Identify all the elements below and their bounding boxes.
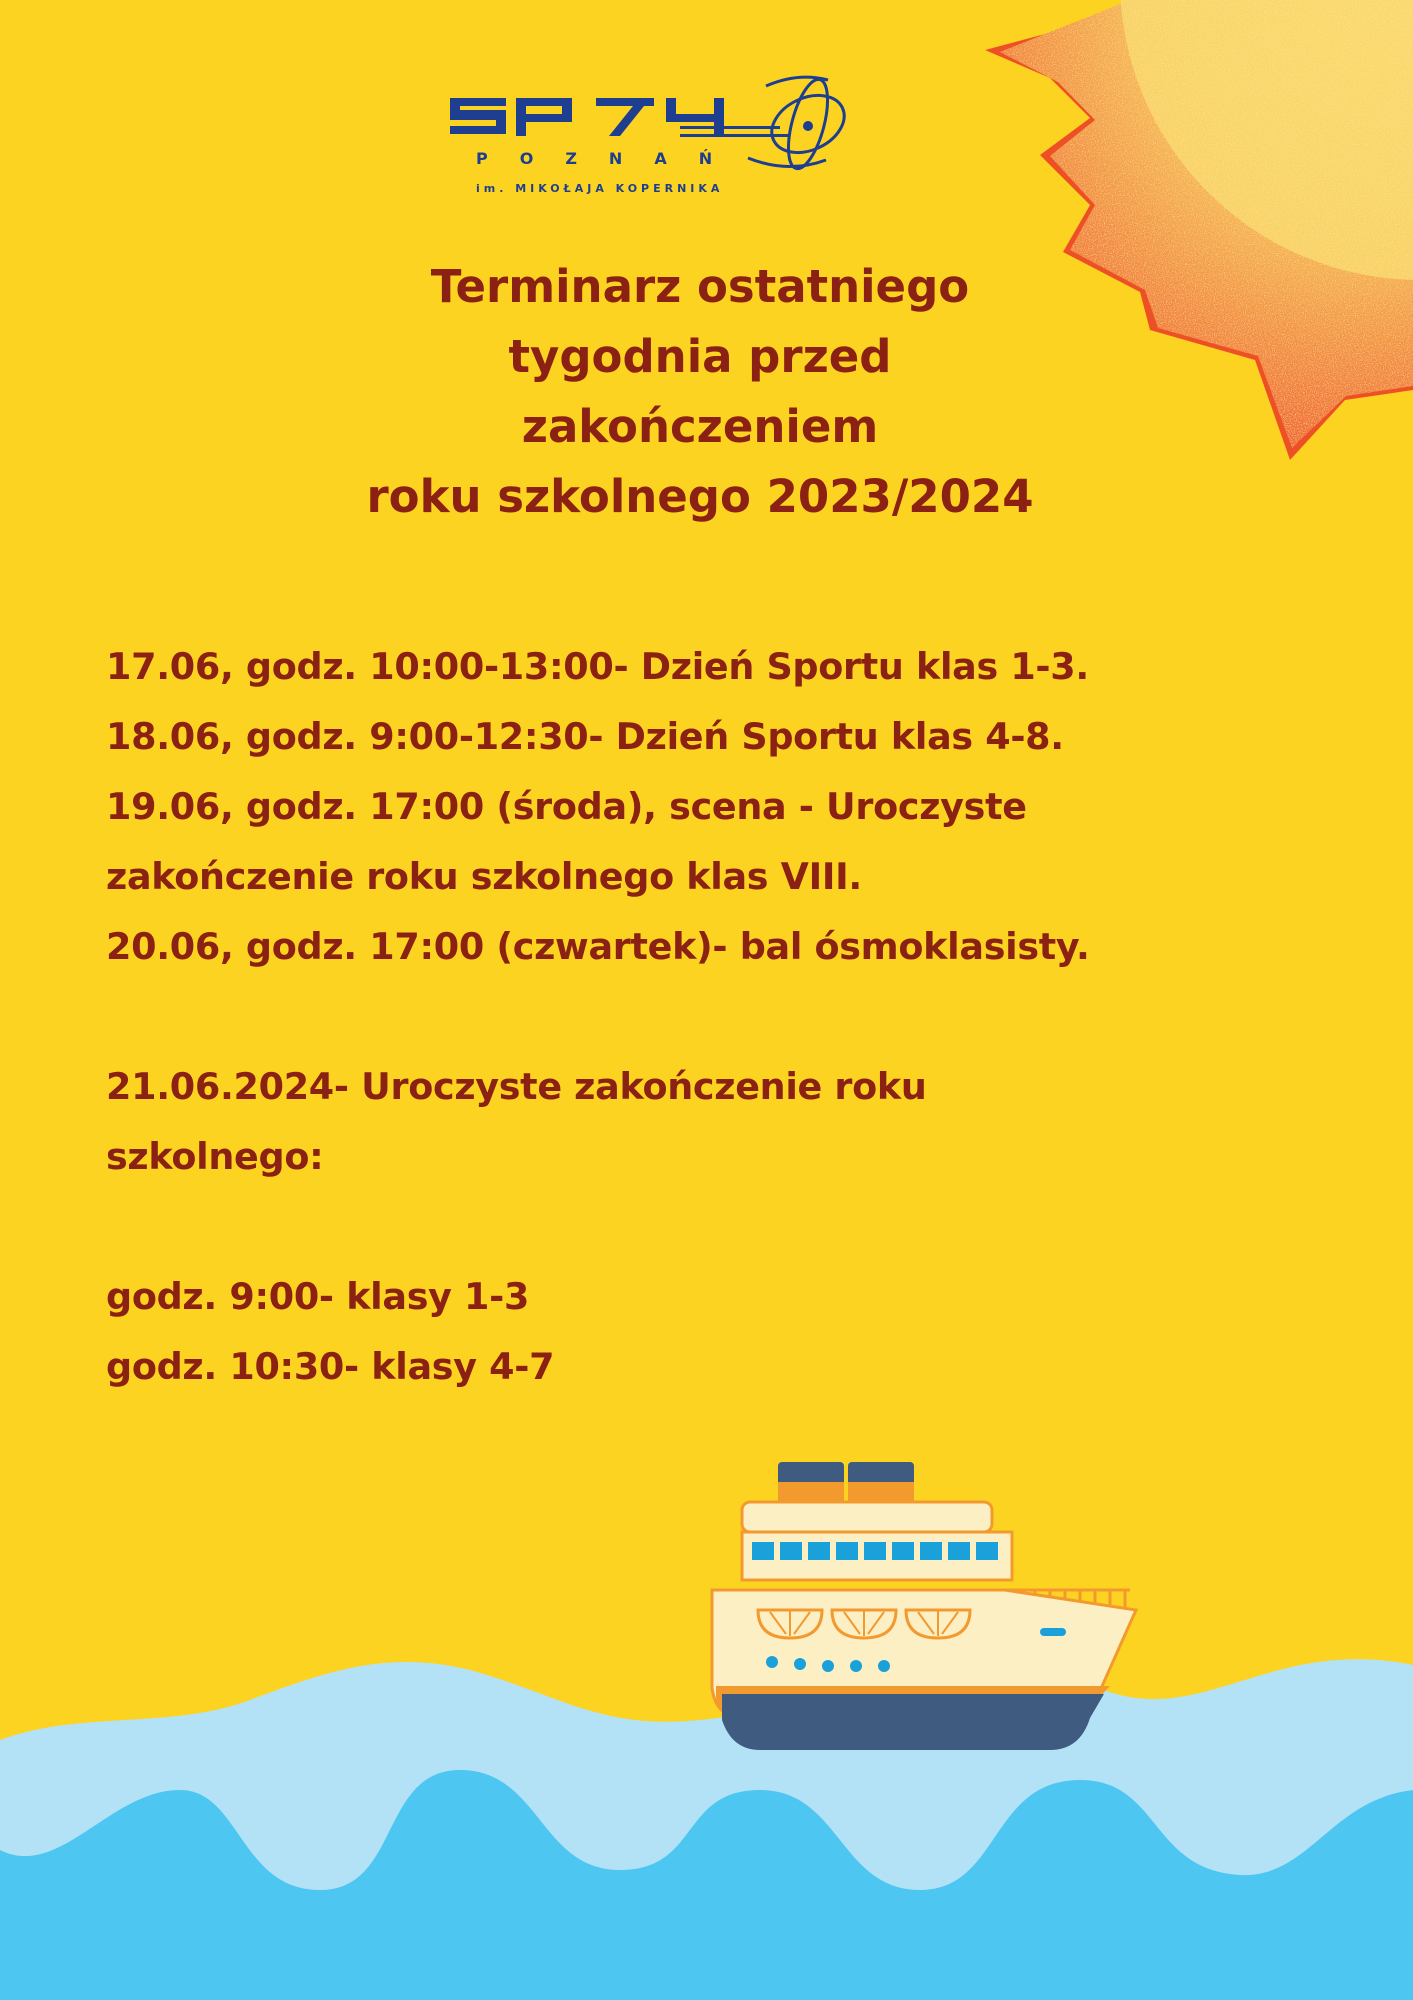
ceremony-heading: szkolnego: (106, 1135, 324, 1178)
schedule-item: 17.06, godz. 10:00-13:00- Dzień Sportu klas 1-3. (106, 645, 1089, 688)
logo-mark: SP 74 (448, 64, 451, 65)
spacer (106, 982, 1326, 1052)
title-line: zakończeniem (521, 400, 879, 453)
schedule-item: 20.06, godz. 17:00 (czwartek)- bal ósmoklasisty. (106, 925, 1090, 968)
logo-city: POZNAŃ (476, 149, 745, 168)
schedule-list (106, 632, 1326, 1402)
ceremony-time: godz. 10:30- klasy 4-7 (106, 1345, 555, 1388)
spacer (106, 1192, 1326, 1262)
ship-illustration (700, 1450, 1150, 1770)
ceremony-time: godz. 9:00- klasy 1-3 (106, 1275, 530, 1318)
title-line: roku szkolnego 2023/2024 (366, 470, 1034, 523)
schedule-item: zakończenie roku szkolnego klas VIII. (106, 855, 862, 898)
ceremony-heading: 21.06.2024- Uroczyste zakończenie roku (106, 1065, 927, 1108)
title-line: tygodnia przed (508, 330, 892, 383)
title-line: Terminarz ostatniego (430, 260, 970, 313)
schedule-item: 18.06, godz. 9:00-12:30- Dzień Sportu klas 4-8. (106, 715, 1064, 758)
schedule-item: 19.06, godz. 17:00 (środa), scena - Uroczyste (106, 785, 1027, 828)
poster-title (200, 252, 1200, 532)
logo-patron: im. MIKOŁAJA KOPERNIKA (476, 182, 724, 195)
school-logo (448, 64, 888, 204)
